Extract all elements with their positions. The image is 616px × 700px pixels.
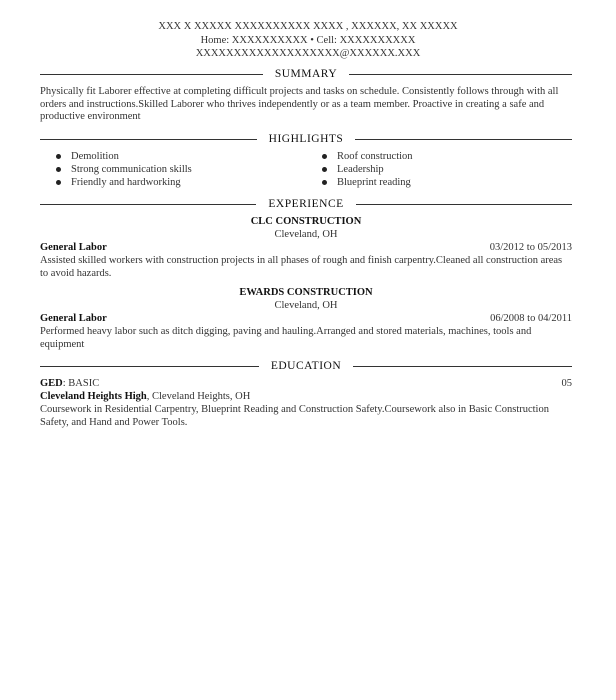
list-item: Friendly and hardworking — [40, 176, 300, 189]
job-role: General Labor — [40, 313, 107, 324]
job-description: Performed heavy labor such as ditch digging, paving and hauling.Arranged and stored materials, machines, tools and equipment — [40, 326, 532, 350]
job-role: General Labor — [40, 242, 107, 253]
job-dates: 06/2008 to 04/2011 — [490, 313, 572, 324]
highlights-right-list — [306, 150, 572, 189]
education-school-line — [40, 390, 250, 403]
job-company: EWARDS CONSTRUCTION — [239, 287, 373, 298]
education-degree-line — [40, 377, 99, 390]
header-email-line: XXXXXXXXXXXXXXXXXXX@XXXXXX.XXX — [195, 48, 421, 59]
list-item: Demolition — [40, 150, 300, 163]
list-item: Roof construction — [306, 150, 572, 163]
highlights-title: HIGHLIGHTS — [257, 133, 356, 145]
job-title-row — [40, 241, 572, 254]
experience-title: EXPERIENCE — [256, 198, 355, 210]
list-item: Strong communication skills — [40, 163, 300, 176]
education-school-row — [40, 390, 572, 403]
header-contact-line: Home: XXXXXXXXXX • Cell: XXXXXXXXXX — [200, 35, 416, 46]
job-location: Cleveland, OH — [274, 300, 338, 311]
list-item: Blueprint reading — [306, 176, 572, 189]
summary-text: Physically fit Laborer effective at completing difficult projects and tasks on schedule. Consistently follows through with all orders and instructions.Skilled Laborer who thrives independently or as a team member. Proactive in creating a safe and productive environment — [40, 86, 559, 122]
highlights-left-list — [40, 150, 300, 189]
experience-heading — [40, 197, 572, 211]
education-coursework: Coursework in Residential Carpentry, Blueprint Reading and Construction Safety.Coursework also in Basic Construction Safety, and Hand and Power Tools. — [40, 404, 549, 428]
education-heading — [40, 359, 572, 373]
education-title: EDUCATION — [259, 360, 353, 372]
job-company: CLC CONSTRUCTION — [250, 216, 362, 227]
header-name-line: XXX X XXXXX XXXXXXXXXX XXXX , XXXXXX, XX XXXXX — [158, 21, 458, 32]
education-degree-row — [40, 377, 572, 390]
education-school: Cleveland Heights High — [40, 391, 147, 402]
education-degree: GED — [40, 378, 63, 389]
education-school-location: , Cleveland Heights, OH — [146, 391, 251, 402]
education-field: : BASIC — [62, 378, 100, 389]
job-location: Cleveland, OH — [274, 229, 338, 240]
job-title-row — [40, 312, 572, 325]
list-item: Leadership — [306, 163, 572, 176]
education-year: 05 — [561, 378, 572, 389]
job-description: Assisted skilled workers with construction projects in all phases of rough and finish carpentry.Cleaned all construction areas to avoid hazards. — [40, 255, 563, 279]
summary-heading — [40, 67, 572, 81]
summary-title: SUMMARY — [263, 68, 349, 80]
job-dates: 03/2012 to 05/2013 — [489, 242, 572, 253]
highlights-heading — [40, 132, 572, 146]
